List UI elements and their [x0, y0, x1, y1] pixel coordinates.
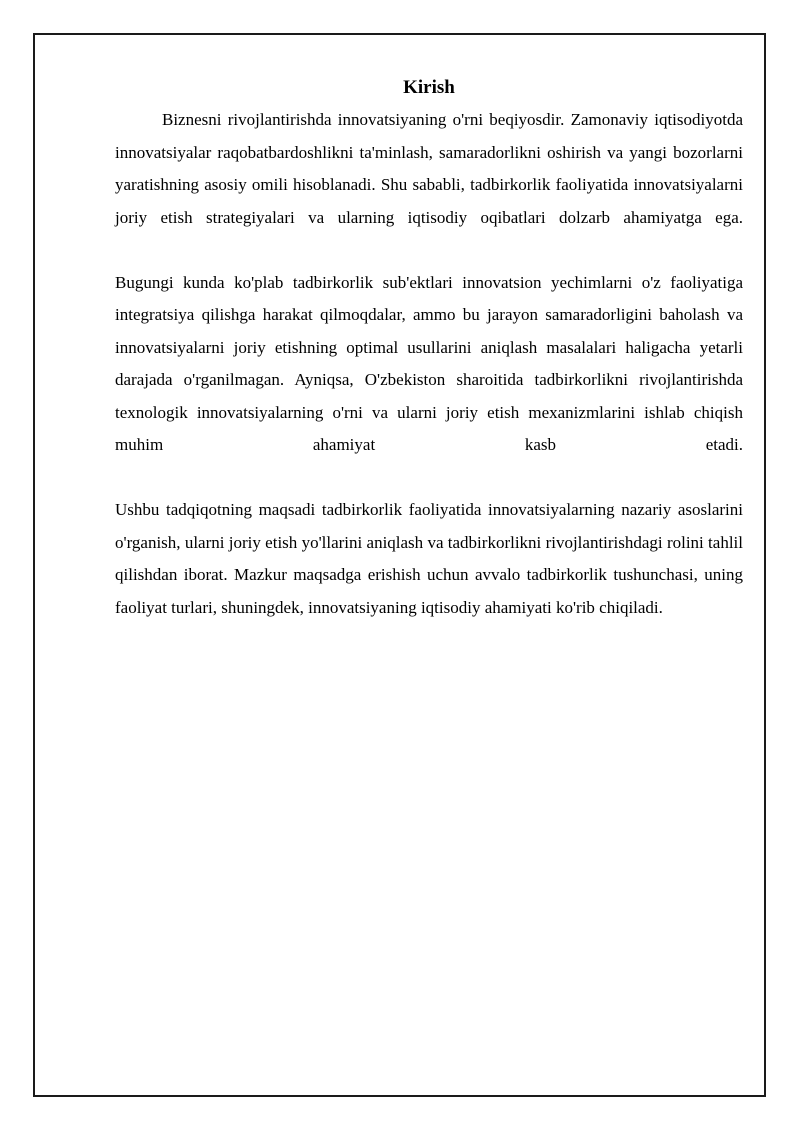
document-body	[115, 72, 743, 624]
paragraph-2: Bugungi kunda ko'plab tadbirkorlik sub'ektlari innovatsion yechimlarni o'z faoliyatiga integratsiya qilishga harakat qilmoqdalar, ammo bu jarayon samaradorligini baholash va innovatsiyalarni joriy etishning optimal usullarini aniqlash masalalari haligacha yetarli darajada o'rganilmagan. Ayniqsa, O'zbekiston sharoitida tadbirkorlikni rivojlantirishda texnologik innovatsiyalarning o'rni va ularni joriy etish mexanizmlarini ishlab chiqish muhim ahamiyat kasb etadi.	[115, 272, 743, 454]
paragraph-3: Ushbu tadqiqotning maqsadi tadbirkorlik faoliyatida innovatsiyalarning nazariy asoslarini o'rganish, ularni joriy etish yo'llarini aniqlash va tadbirkorlikni rivojlantirishdagi rolini tahlil qilishdan iborat. Mazkur maqsadga erishish uchun avvalo tadbirkorlik tushunchasi, uning faoliyat turlari, shuningdek, innovatsiyaning iqtisodiy ahamiyati ko'rib chiqiladi.	[115, 500, 743, 617]
paragraph-spacer	[115, 462, 743, 495]
section-title: Kirish	[403, 77, 455, 98]
paragraph-spacer	[115, 234, 743, 267]
paragraph-1: Biznesni rivojlantirishda innovatsiyaning o'rni beqiyosdir. Zamonaviy iqtisodiyotda innovatsiyalar raqobatbardoshlikni ta'minlash, samaradorlikni oshirish va yangi bozorlarni yaratishning asosiy omili hisoblanadi. Shu sababli, tadbirkorlik faoliyatida innovatsiyalarni joriy etish strategiyalari va ularning iqtisodiy oqibatlari dolzarb ahamiyatga ega.	[115, 110, 743, 227]
